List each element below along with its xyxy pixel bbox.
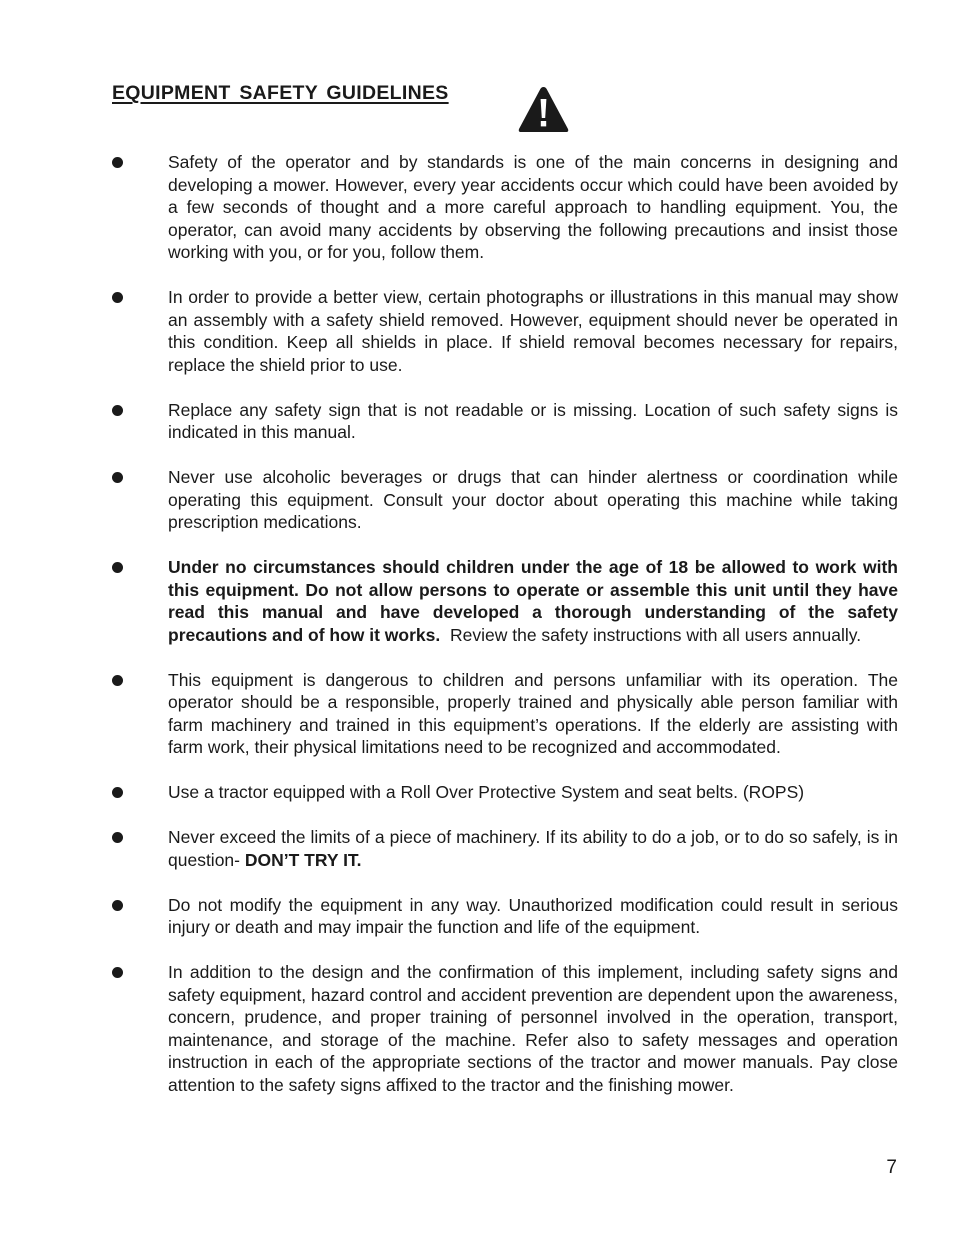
bold-warning-text: Under no circumstances should children under the age of 18 be allowed to work with this equipment. Do not allow persons to operate or assemble this unit until they have read this manual and have developed a thorough understanding of the safety precautions and of how it works.: [168, 557, 898, 645]
bullet-icon: [112, 562, 123, 573]
plain-text: Review the safety instructions with all users annually.: [449, 624, 862, 645]
bullet-text: Replace any safety sign that is not readable or is missing. Location of such safety signs is indicated in this manual.: [168, 399, 898, 442]
list-item: [110, 286, 898, 376]
bullet-icon: [112, 900, 123, 911]
list-item: [110, 466, 898, 534]
bullet-icon: [112, 472, 123, 483]
bullet-text: Never use alcoholic beverages or drugs that can hinder alertness or coordination while operating this equipment. Consult your doctor about operating this machine while taking prescription medications.: [168, 467, 898, 532]
bullet-icon: [112, 967, 123, 978]
bullet-icon: [112, 157, 123, 168]
list-item: [110, 781, 898, 804]
bullet-text: This equipment is dangerous to children and persons unfamiliar with its operation. The operator should be a responsible, properly trained and physically able person familiar with farm machinery and trained in this equipment’s operations. If the elderly are assisting with farm work, their physical limitations need to be recognized and accommodated.: [168, 669, 898, 757]
guidelines-list: [110, 151, 898, 1119]
warning-triangle-icon: [517, 85, 570, 134]
bullet-text: Safety of the operator and by standards is one of the main concerns in designing and developing a mower. However, every year accidents occur which could have been avoided by a few seconds of thought and a more careful approach to handling equipment. You, the operator, can avoid many accidents by observing the following precautions and insist those working with you, or for you, follow them.: [168, 152, 898, 262]
page-number: 7: [886, 1157, 897, 1178]
bullet-icon: [112, 832, 123, 843]
list-item: [110, 556, 898, 646]
bullet-text: In order to provide a better view, certain photographs or illustrations in this manual may show an assembly with a safety shield removed. However, equipment should never be operated in this condition. Keep all shields in place. If shield removal becomes necessary for repairs, replace the shield prior to use.: [168, 287, 898, 375]
list-item: [110, 669, 898, 759]
list-item: [110, 826, 898, 871]
bullet-text: [168, 556, 898, 646]
list-item: [110, 151, 898, 264]
list-item: [110, 399, 898, 444]
bullet-text: In addition to the design and the confirmation of this implement, including safety signs and safety equipment, hazard control and accident prevention are dependent upon the awareness, concern, prudence, and proper training of personnel involved in the operation, transport, maintenance, and storage of the machine. Refer also to safety messages and operation instruction in each of the appropriate sections of the tractor and mower manuals. Pay close attention to the safety signs affixed to the tractor and the finishing mower.: [168, 962, 898, 1095]
list-item: [110, 894, 898, 939]
list-item: [110, 961, 898, 1096]
bullet-text: Use a tractor equipped with a Roll Over Protective System and seat belts. (ROPS): [168, 782, 805, 802]
plain-text: Never exceed the limits of a piece of machinery. If its ability to do a job, or to do so safely, is in question-: [168, 827, 898, 870]
bold-warning-text: DON’T TRY IT.: [244, 849, 362, 870]
bullet-text: [168, 826, 898, 871]
bullet-text: Do not modify the equipment in any way. Unauthorized modification could result in serious injury or death and may impair the function and life of the equipment.: [168, 894, 898, 937]
bullet-icon: [112, 405, 123, 416]
bullet-icon: [112, 675, 123, 686]
bullet-icon: [112, 292, 123, 303]
bullet-icon: [112, 787, 123, 798]
page-title: EQUIPMENT SAFETY GUIDELINES: [112, 82, 449, 104]
